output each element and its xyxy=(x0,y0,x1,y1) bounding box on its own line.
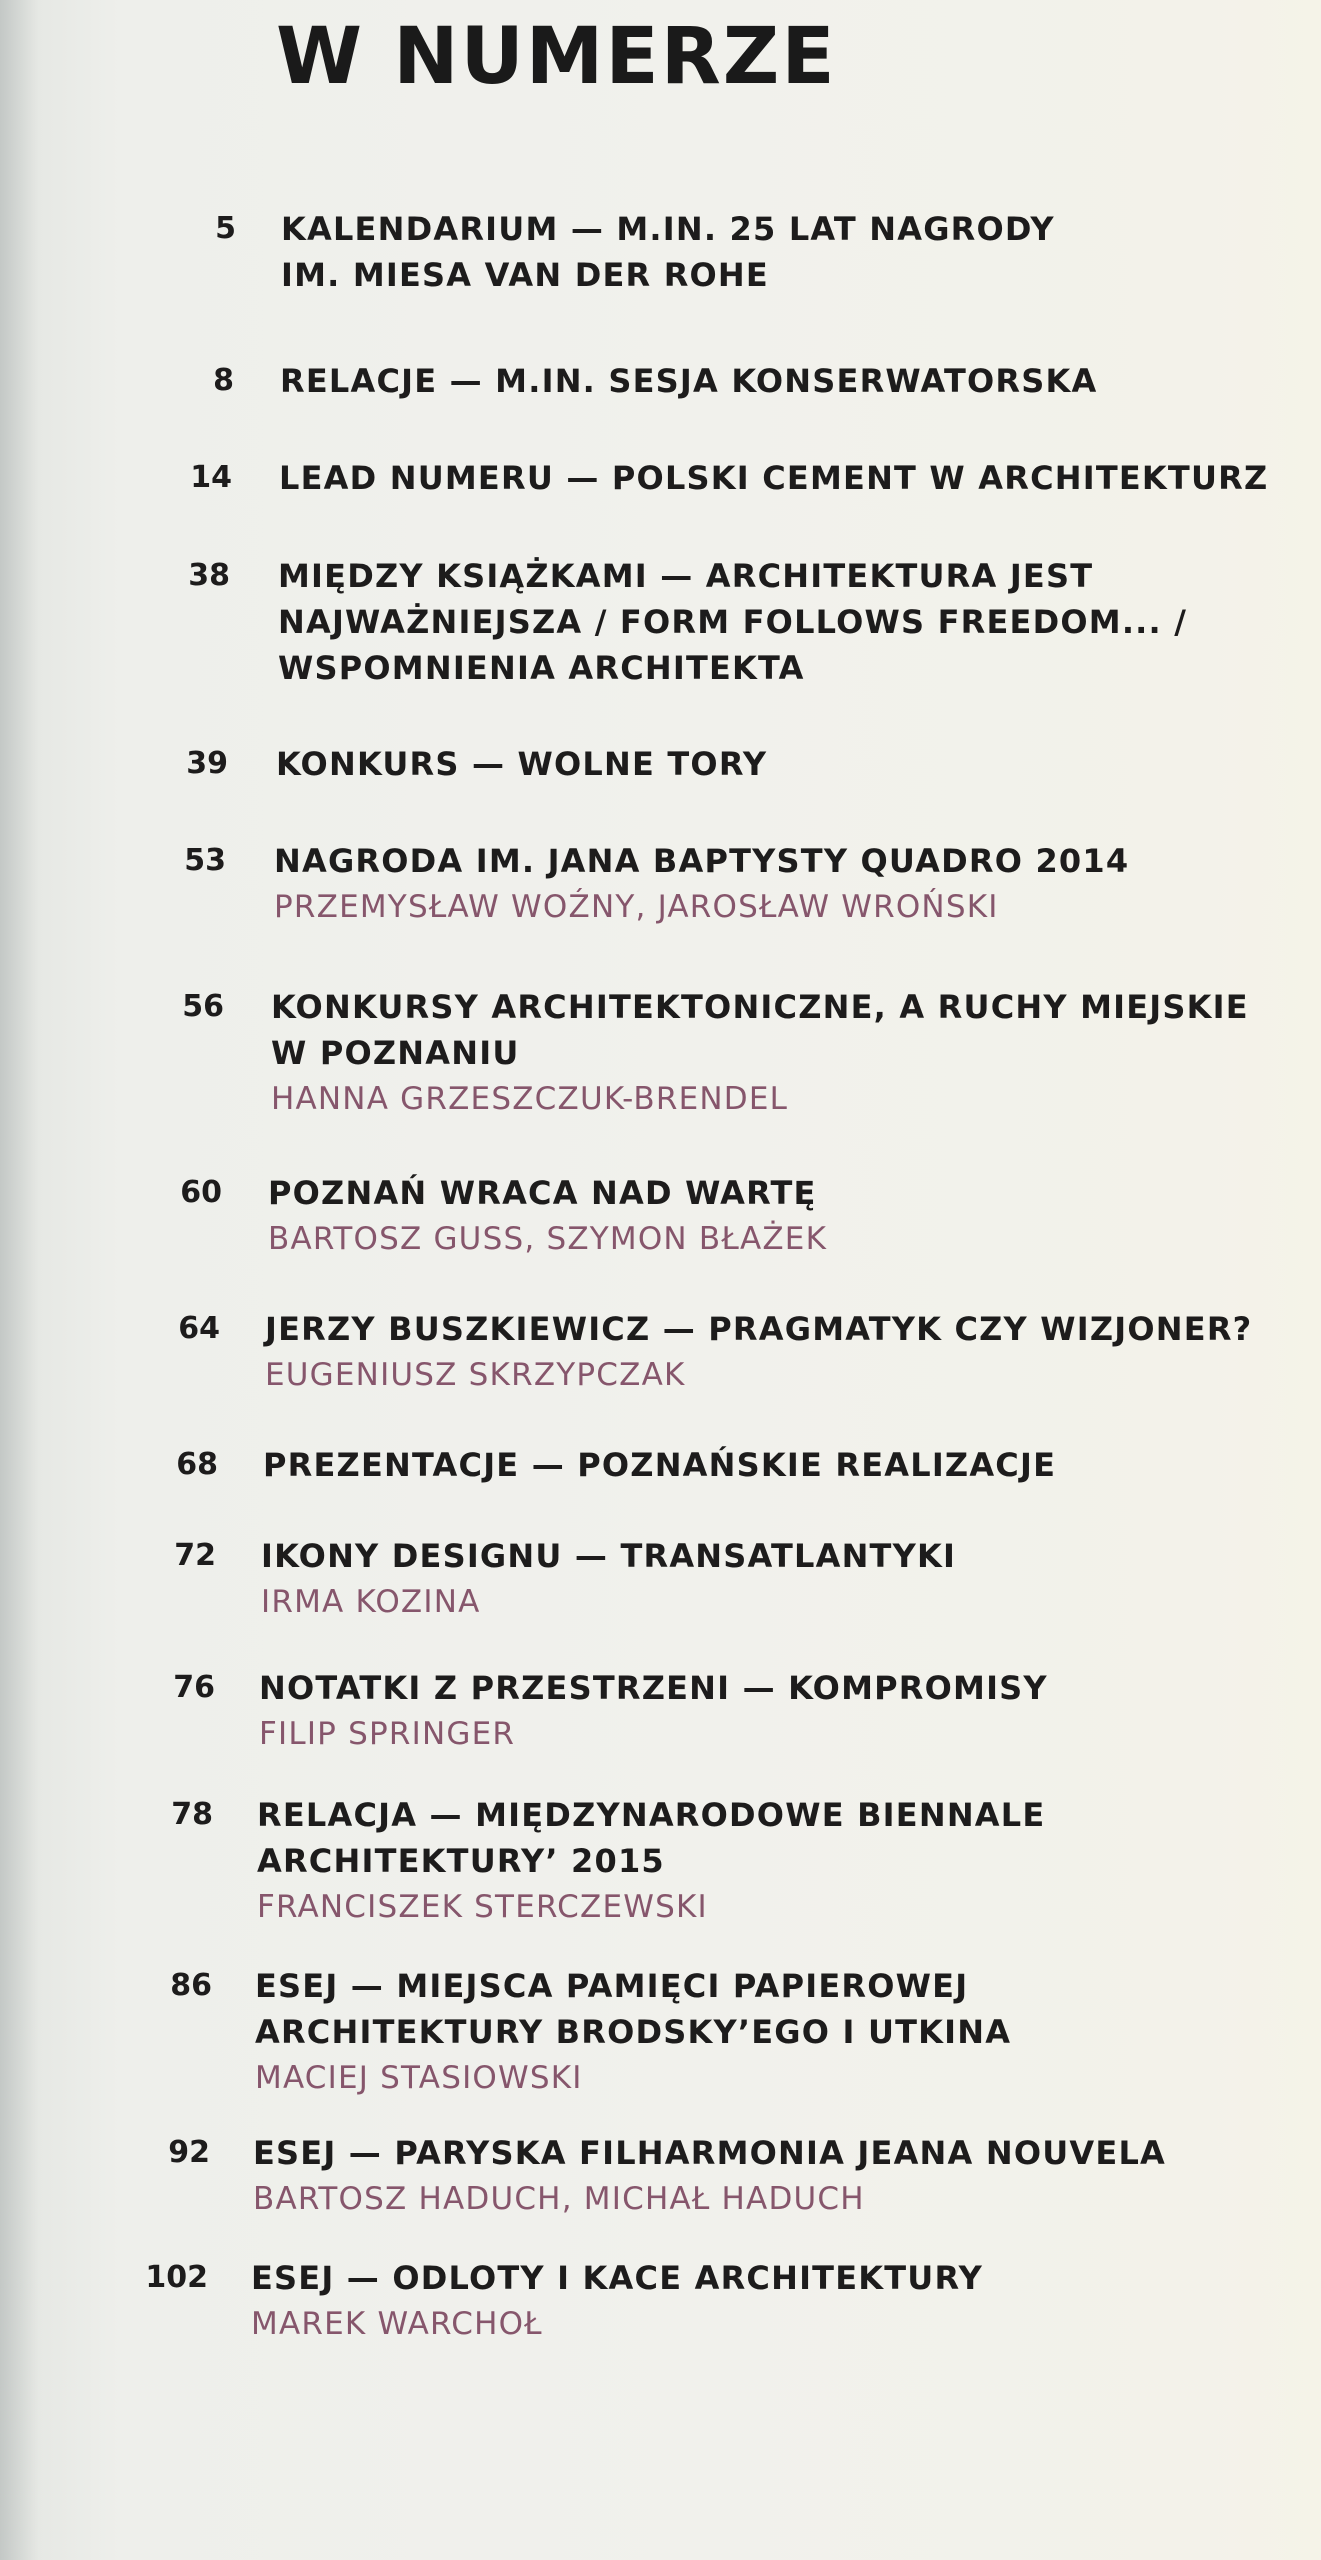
entry-title-line: NOTATKI Z PRZESTRZENI — KOMPROMISY xyxy=(259,1669,1048,1707)
entry-author: PRZEMYSŁAW WOŹNY, JAROSŁAW WROŃSKI xyxy=(274,889,999,925)
entry-title-line: RELACJE — M.IN. SESJA KONSERWATORSKA xyxy=(280,362,1098,400)
page-number: 14 xyxy=(190,460,232,495)
entry-title-line: W POZNANIU xyxy=(271,1034,520,1072)
entry-title-line: NAJWAŻNIEJSZA / FORM FOLLOWS FREEDOM... / xyxy=(278,603,1188,641)
entry-title-line: WSPOMNIENIA ARCHITEKTA xyxy=(278,649,805,687)
entry-title-line: MIĘDZY KSIĄŻKAMI — ARCHITEKTURA JEST xyxy=(278,557,1094,595)
entry-title-line: NAGRODA IM. JANA BAPTYSTY QUADRO 2014 xyxy=(274,842,1130,880)
page-number: 53 xyxy=(184,843,226,878)
entry-author: MACIEJ STASIOWSKI xyxy=(255,2060,583,2096)
entry-title-line: LEAD NUMERU — POLSKI CEMENT W ARCHITEKTURZ xyxy=(279,459,1269,497)
page-number: 102 xyxy=(145,2260,208,2295)
entry-title-line: ESEJ — ODLOTY I KACE ARCHITEKTURY xyxy=(251,2259,983,2297)
page-number: 60 xyxy=(180,1175,222,1210)
entry-author: FRANCISZEK STERCZEWSKI xyxy=(257,1889,708,1925)
entry-title-line: KALENDARIUM — M.IN. 25 LAT NAGRODY xyxy=(281,210,1055,248)
page-number: 92 xyxy=(168,2135,210,2170)
page-number: 5 xyxy=(215,211,236,246)
entry-author: IRMA KOZINA xyxy=(261,1584,481,1620)
page-number: 38 xyxy=(188,558,230,593)
page-number: 86 xyxy=(170,1968,212,2003)
page-number: 39 xyxy=(186,746,228,781)
entry-title-line: POZNAŃ WRACA NAD WARTĘ xyxy=(268,1174,817,1212)
page-number: 56 xyxy=(182,989,224,1024)
entry-title-line: IM. MIESA VAN DER ROHE xyxy=(281,256,769,294)
page-number: 8 xyxy=(213,363,234,398)
entry-author: FILIP SPRINGER xyxy=(259,1716,516,1752)
entry-title-line: RELACJA — MIĘDZYNARODOWE BIENNALE xyxy=(257,1796,1046,1834)
entry-title-line: KONKURS — WOLNE TORY xyxy=(276,745,768,783)
page-title: W NUMERZE xyxy=(276,12,837,102)
entry-author: HANNA GRZESZCZUK-BRENDEL xyxy=(271,1081,789,1117)
entry-title-line: ARCHITEKTURY’ 2015 xyxy=(257,1842,665,1880)
page-number: 72 xyxy=(174,1538,216,1573)
entry-author: BARTOSZ HADUCH, MICHAŁ HADUCH xyxy=(253,2181,865,2217)
entry-title-line: IKONY DESIGNU — TRANSATLANTYKI xyxy=(261,1537,957,1575)
entry-author: BARTOSZ GUSS, SZYMON BŁAŻEK xyxy=(268,1221,828,1257)
entry-title-line: KONKURSY ARCHITEKTONICZNE, A RUCHY MIEJSKIE xyxy=(271,988,1249,1026)
entry-author: MAREK WARCHOŁ xyxy=(251,2306,543,2342)
entry-title-line: JERZY BUSZKIEWICZ — PRAGMATYK CZY WIZJONER? xyxy=(265,1310,1253,1348)
entry-title-line: ESEJ — PARYSKA FILHARMONIA JEANA NOUVELA xyxy=(253,2134,1166,2172)
page-number: 76 xyxy=(173,1670,215,1705)
entry-title-line: ESEJ — MIEJSCA PAMIĘCI PAPIEROWEJ xyxy=(255,1967,969,2005)
page-number: 78 xyxy=(171,1797,213,1832)
page-number: 64 xyxy=(178,1311,220,1346)
page-number: 68 xyxy=(176,1447,218,1482)
entry-title-line: PREZENTACJE — POZNAŃSKIE REALIZACJE xyxy=(263,1446,1057,1484)
entry-author: EUGENIUSZ SKRZYPCZAK xyxy=(265,1357,686,1393)
entry-title-line: ARCHITEKTURY BRODSKY’EGO I UTKINA xyxy=(255,2013,1012,2051)
